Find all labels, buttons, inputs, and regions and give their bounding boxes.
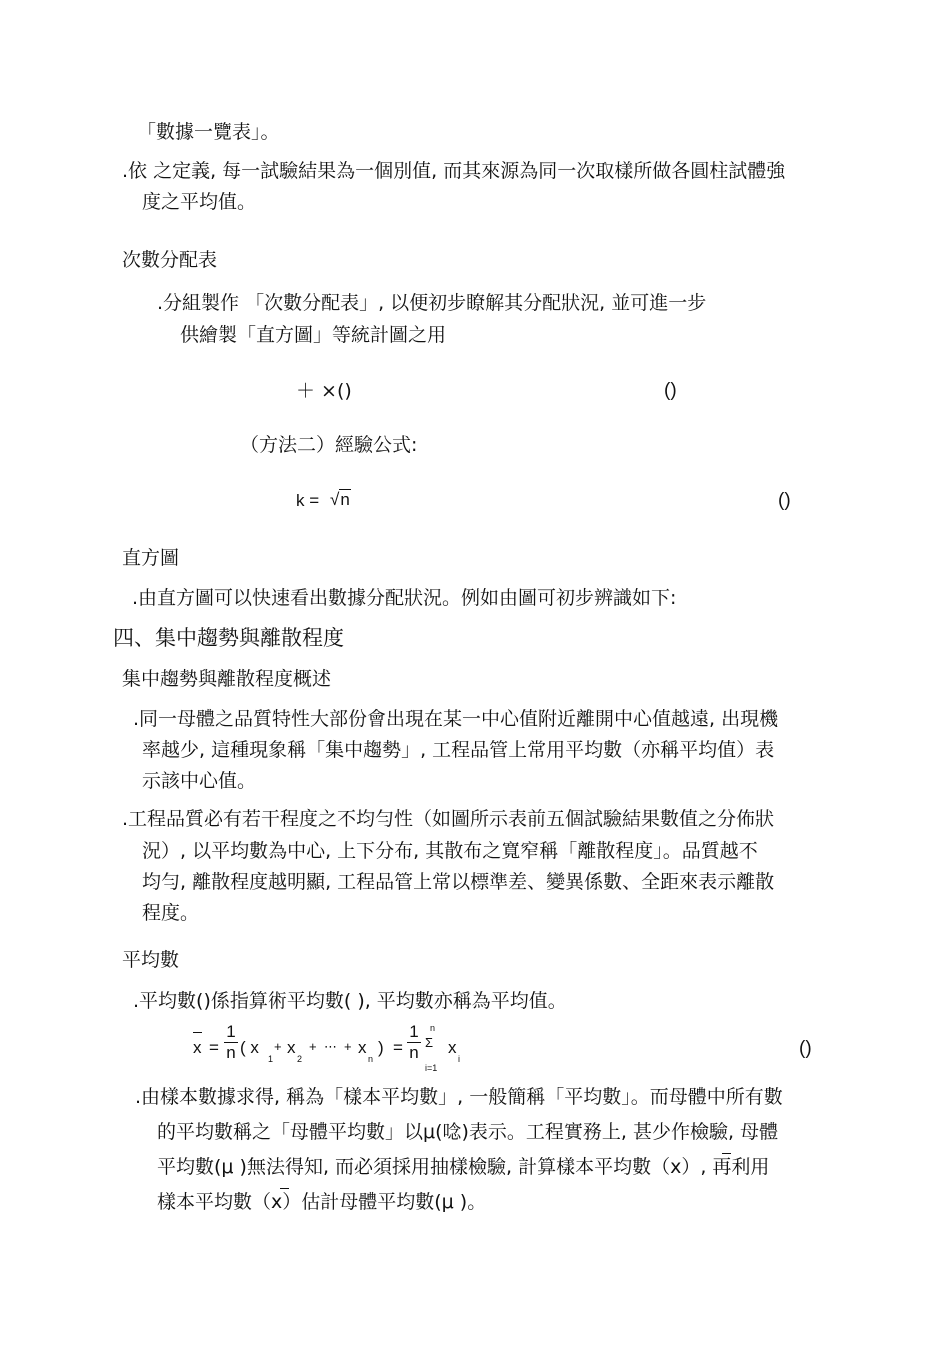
text-line: .由直方圖可以快速看出數據分配狀況。例如由圖可初步辨識如下: bbox=[132, 587, 677, 609]
section-heading: 集中趨勢與離散程度概述 bbox=[122, 668, 332, 690]
formula-fragment: ＋ ×() bbox=[296, 380, 352, 402]
numerator: 1 bbox=[226, 1022, 236, 1041]
text-line: 度之平均值。 bbox=[142, 191, 257, 213]
equation-number: () bbox=[799, 1038, 812, 1059]
text-line: 平均數(μ )無法得知, 而必須採用抽樣檢驗, 計算樣本平均數（x）, 再利用 bbox=[157, 1156, 770, 1178]
equation-number: () bbox=[664, 380, 677, 401]
denominator: n bbox=[226, 1043, 236, 1062]
x2: x bbox=[287, 1038, 296, 1057]
chapter-heading: 四、集中趨勢與離散程度 bbox=[113, 626, 344, 650]
paren-close: ) bbox=[378, 1038, 384, 1057]
text-line: 示該中心值。 bbox=[142, 770, 257, 792]
equation-number: () bbox=[778, 490, 791, 511]
text-line: .依 之定義, 每一試驗結果為一個別值, 而其來源為同一次取樣所做各圓柱試體強 bbox=[122, 160, 786, 182]
text-line: .同一母體之品質特性大部份會出現在某一中心值附近離開中心值越遠, 出現機 bbox=[133, 708, 779, 730]
text-line: .工程品質必有若干程度之不均勻性（如圖所示表前五個試驗結果數值之分佈狀 bbox=[122, 808, 775, 830]
x-bar: x bbox=[193, 1038, 202, 1057]
equals: = bbox=[209, 1038, 219, 1057]
paren-open-x: ( x bbox=[240, 1038, 259, 1057]
text-line: .分組製作 「次數分配表」, 以便初步瞭解其分配狀況, 並可進一步 bbox=[157, 292, 707, 314]
text-line: .由樣本數據求得, 稱為「樣本平均數」, 一般簡稱「平均數」。而母體中所有數 bbox=[135, 1086, 783, 1108]
text-line: 供繪製「直方圖」等統計圖之用 bbox=[180, 324, 447, 346]
text-line: 「數據一覽表」。 bbox=[137, 121, 280, 143]
xi: x bbox=[448, 1038, 457, 1057]
xn: x bbox=[358, 1038, 367, 1057]
sum-lower: i=1 bbox=[425, 1063, 438, 1073]
denominator: n bbox=[409, 1043, 419, 1062]
radicand: n bbox=[340, 490, 350, 509]
text-line: 率越少, 這種現象稱「集中趨勢」, 工程品管上常用平均數（亦稱平均值）表 bbox=[142, 739, 775, 761]
fraction bbox=[407, 1023, 421, 1062]
section-heading: 直方圖 bbox=[122, 547, 180, 569]
text-line: （方法二）經驗公式: bbox=[240, 434, 418, 456]
text-line: 樣本平均數（x）估計母體平均數(μ )。 bbox=[157, 1191, 487, 1213]
overbar bbox=[722, 1153, 731, 1154]
fraction bbox=[224, 1023, 238, 1062]
plus: + bbox=[309, 1039, 317, 1054]
section-heading: 次數分配表 bbox=[122, 249, 218, 271]
text-line: 均勻, 離散程度越明顯, 工程品管上常以標準差、變異係數、全距來表示離散 bbox=[142, 871, 775, 893]
subscript: 2 bbox=[297, 1054, 303, 1064]
overbar bbox=[280, 1188, 289, 1189]
subscript: n bbox=[368, 1054, 374, 1064]
overbar bbox=[193, 1032, 202, 1033]
numerator: 1 bbox=[409, 1022, 419, 1041]
sqrt-n: √n bbox=[330, 490, 350, 509]
text-line: .平均數()係指算術平均數( ), 平均數亦稱為平均值。 bbox=[133, 990, 567, 1012]
subscript: i bbox=[458, 1054, 460, 1064]
text-line: 程度。 bbox=[142, 902, 200, 924]
sum-upper: n bbox=[430, 1023, 436, 1033]
subscript: 1 bbox=[268, 1054, 274, 1064]
dots: ⋯ bbox=[324, 1039, 337, 1054]
sigma: Σ bbox=[425, 1035, 434, 1050]
text-line: 況）, 以平均數為中心, 上下分布, 其散布之寬窄稱「離散程度」。品質越不 bbox=[142, 840, 758, 862]
section-heading: 平均數 bbox=[122, 949, 180, 971]
plus: + bbox=[274, 1039, 282, 1054]
plus: + bbox=[344, 1039, 352, 1054]
equals: = bbox=[393, 1038, 403, 1057]
formula-k: k = bbox=[296, 491, 320, 510]
text-line: 的平均數稱之「母體平均數」以μ(唸)表示。工程實務上, 甚少作檢驗, 母體 bbox=[157, 1121, 779, 1143]
